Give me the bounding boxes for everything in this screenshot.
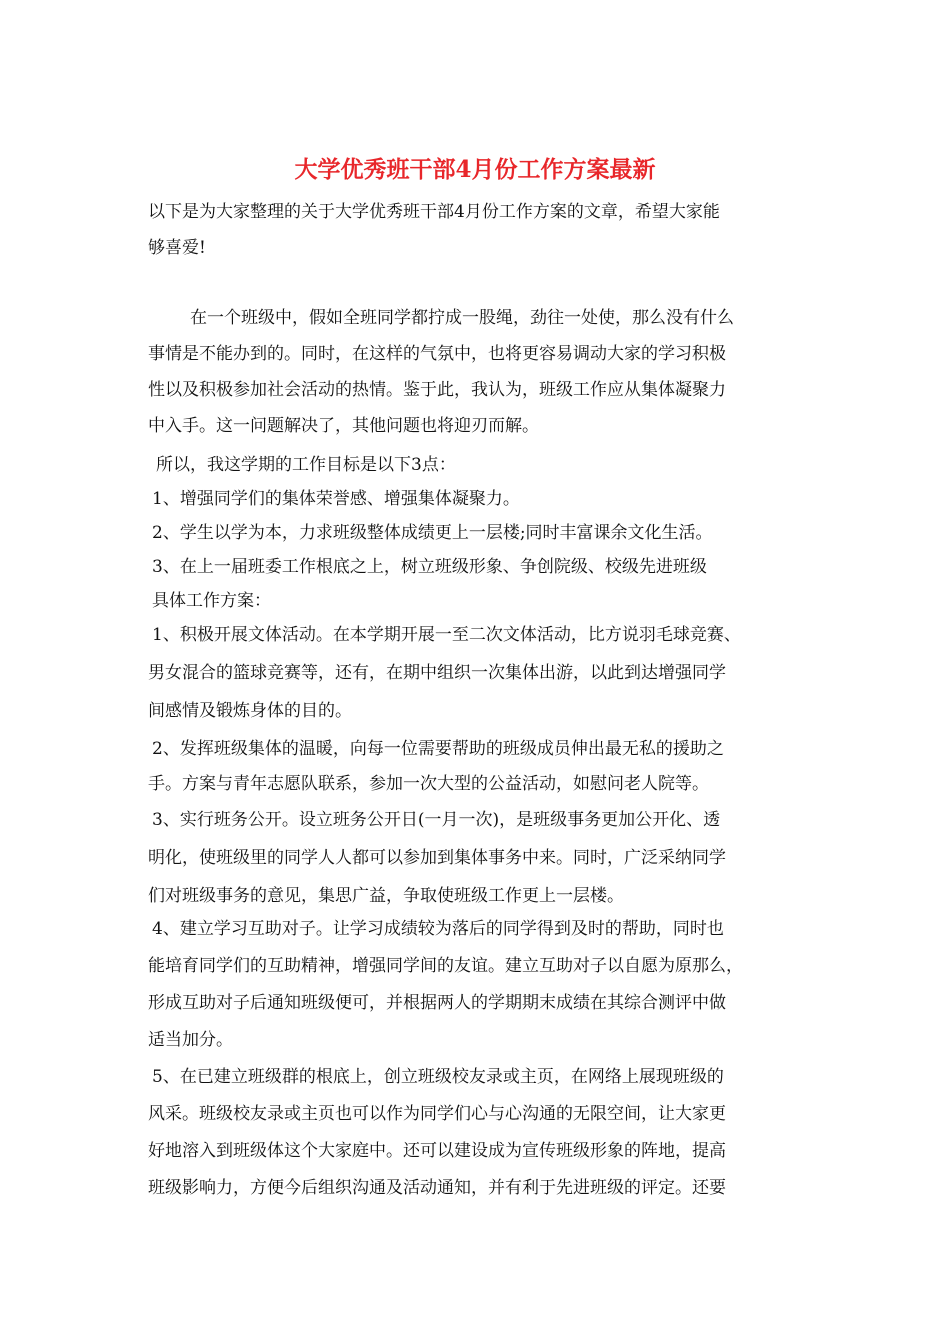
plan-line: 们对班级事务的意见，集思广益，争取使班级工作更上一层楼。 — [148, 886, 624, 906]
plan-line: 班级影响力，方便今后组织沟通及活动通知，并有利于先进班级的评定。还要 — [148, 1178, 726, 1198]
plan-line: 能培育同学们的互助精神，增强同学间的友谊。建立互助对子以自愿为原那么， — [148, 956, 743, 976]
plan-line: 2、发挥班级集体的温暖，向每一位需要帮助的班级成员伸出最无私的援助之 — [152, 739, 724, 759]
plan-line: 男女混合的篮球竞赛等，还有，在期中组织一次集体出游，以此到达增强同学 — [148, 663, 726, 683]
plan-line: 手。方案与青年志愿队联系，参加一次大型的公益活动，如慰问老人院等。 — [148, 774, 709, 794]
plan-line: 好地溶入到班级体这个大家庭中。还可以建设成为宣传班级形象的阵地，提高 — [148, 1141, 726, 1161]
intro-line-1: 以下是为大家整理的关于大学优秀班干部4月份工作方案的文章，希望大家能 — [148, 202, 720, 222]
intro-line-2: 够喜爱! — [148, 238, 206, 258]
paragraph-line: 中入手。这一问题解决了，其他问题也将迎刃而解。 — [148, 416, 539, 436]
plan-line: 适当加分。 — [148, 1030, 233, 1050]
goal-item: 3、在上一届班委工作根底之上，树立班级形象、争创院级、校级先进班级 — [152, 557, 707, 577]
goal-item: 1、增强同学们的集体荣誉感、增强集体凝聚力。 — [152, 489, 520, 509]
plan-line: 明化，使班级里的同学人人都可以参加到集体事务中来。同时，广泛采纳同学 — [148, 848, 726, 868]
plan-line: 间感情及锻炼身体的目的。 — [148, 701, 352, 721]
plan-line: 3、实行班务公开。设立班务公开日(一月一次)，是班级事务更加公开化、透 — [152, 810, 721, 830]
plan-line: 形成互助对子后通知班级便可，并根据两人的学期期末成绩在其综合测评中做 — [148, 993, 726, 1013]
plan-line: 4、建立学习互助对子。让学习成绩较为落后的同学得到及时的帮助，同时也 — [152, 919, 724, 939]
paragraph-line: 性以及积极参加社会活动的热情。鉴于此，我认为，班级工作应从集体凝聚力 — [148, 380, 726, 400]
goals-heading: 所以，我这学期的工作目标是以下3点： — [156, 455, 456, 475]
paragraph-line: 在一个班级中，假如全班同学都拧成一股绳，劲往一处使，那么没有什么 — [190, 308, 734, 328]
paragraph-line: 事情是不能办到的。同时，在这样的气氛中，也将更容易调动大家的学习积极 — [148, 344, 726, 364]
plan-heading: 具体工作方案： — [152, 591, 271, 611]
plan-line: 5、在已建立班级群的根底上，创立班级校友录或主页，在网络上展现班级的 — [152, 1067, 724, 1087]
plan-line: 1、积极开展文体活动。在本学期开展一至二次文体活动，比方说羽毛球竞赛、 — [152, 625, 741, 645]
goal-item: 2、学生以学为本，力求班级整体成绩更上一层楼;同时丰富课余文化生活。 — [152, 523, 713, 543]
document-title: 大学优秀班干部4月份工作方案最新 — [294, 156, 656, 183]
plan-line: 风采。班级校友录或主页也可以作为同学们心与心沟通的无限空间，让大家更 — [148, 1104, 726, 1124]
